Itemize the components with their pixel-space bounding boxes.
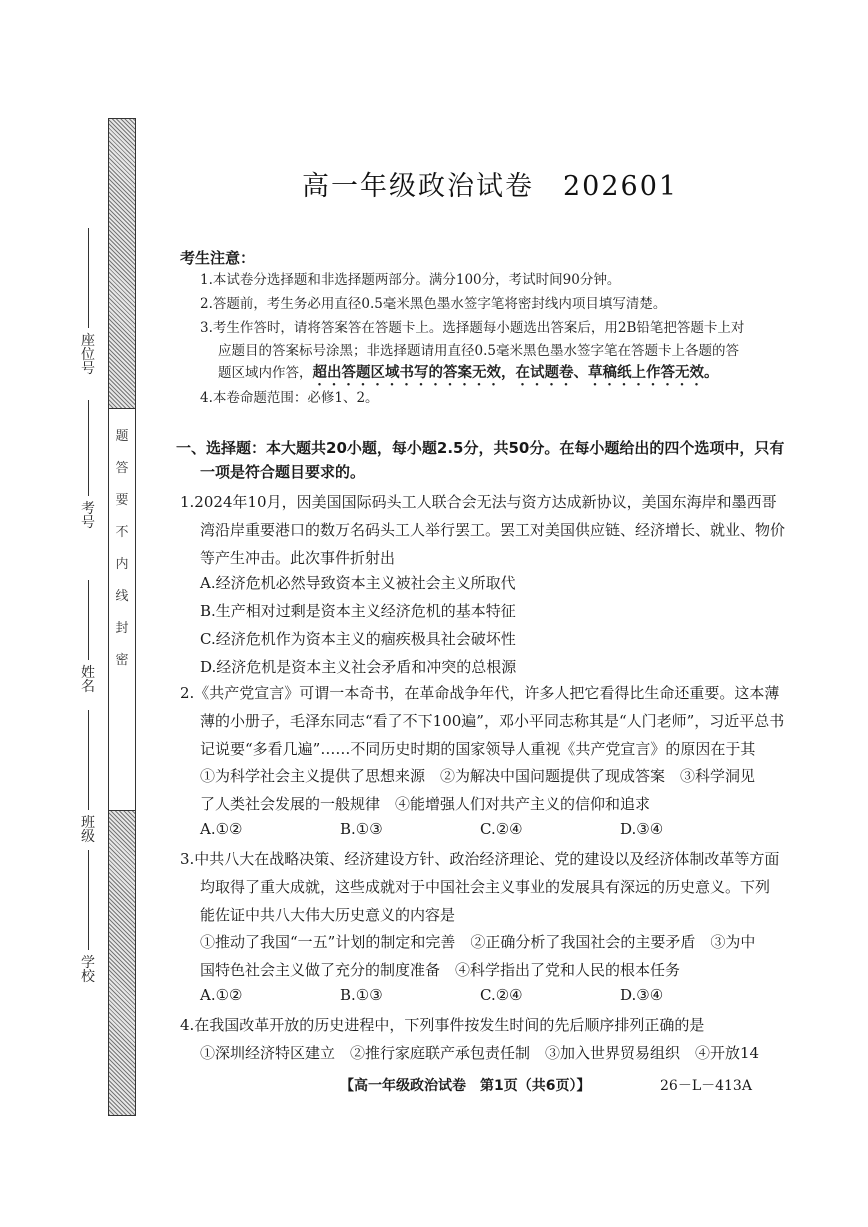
school-field[interactable] bbox=[78, 850, 98, 990]
seat-number-field[interactable] bbox=[78, 228, 98, 382]
q2-option-a[interactable]: A.①② bbox=[200, 820, 243, 838]
seal-char: 答 bbox=[115, 461, 129, 476]
notice-text: 题区域内作答， bbox=[218, 365, 313, 381]
q1-option-a[interactable]: A.经济危机必然导致资本主义被社会主义所取代 bbox=[200, 574, 516, 592]
class-label: 班级 bbox=[81, 815, 95, 845]
q2-option-b[interactable]: B.①③ bbox=[340, 820, 383, 838]
question-2 bbox=[180, 680, 785, 819]
notice-emphasis: 超出答题区域书写的答案无效，在试题卷、草稿纸上作答无效。 bbox=[312, 365, 719, 381]
seal-char: 要 bbox=[115, 493, 129, 508]
binding-hatch-bottom bbox=[108, 810, 136, 1116]
exam-number-line bbox=[88, 400, 89, 496]
q3-option-c[interactable]: C.②④ bbox=[480, 986, 523, 1004]
name-field[interactable] bbox=[78, 580, 98, 700]
notice-item: 4.本卷命题范围：必修1、2。 bbox=[200, 390, 379, 406]
page-footer: 【高一年级政治试卷 第1页（共6页）】 bbox=[340, 1078, 591, 1094]
school-line bbox=[88, 850, 89, 950]
question-line: 等产生冲击。此次事件折射出 bbox=[200, 548, 396, 567]
q2-option-c[interactable]: C.②④ bbox=[480, 820, 523, 838]
name-line bbox=[88, 580, 89, 660]
q3-options bbox=[200, 986, 760, 1004]
question-line: ①推动了我国“一五”计划的制定和完善 ②正确分析了我国社会的主要矛盾 ③为中 bbox=[200, 933, 756, 952]
school-label: 学校 bbox=[81, 955, 95, 985]
seal-char: 密 bbox=[115, 653, 129, 668]
question-line: 记说要“多看几遍”……不同历史时期的国家领导人重视《共产党宣言》的原因在于其 bbox=[200, 739, 756, 758]
question-line: 薄的小册子，毛泽东同志“看了不下100遍”，邓小平同志称其是“人门老师”，习近平总书 bbox=[200, 711, 785, 730]
question-line: ①深圳经济特区建立 ②推行家庭联产承包责任制 ③加入世界贸易组织 ④开放14 bbox=[200, 1043, 760, 1062]
seal-line-text bbox=[113, 430, 131, 686]
seal-char: 不 bbox=[115, 525, 129, 540]
q2-option-d[interactable]: D.③④ bbox=[620, 820, 664, 838]
notice-item: 2.答题前，考生务必用直径0.5毫米黑色墨水签字笔将密封线内项目填写清楚。 bbox=[200, 296, 667, 312]
question-line: 均取得了重大成就，这些成就对于中国社会主义事业的发展具有深远的历史意义。下列 bbox=[200, 877, 771, 896]
question-line: 1.2024年10月，因美国国际码头工人联合会无法与资方达成新协议，美国东海岸和墨西哥 bbox=[180, 493, 777, 511]
q1-option-b[interactable]: B.生产相对过剩是资本主义经济危机的基本特征 bbox=[200, 602, 516, 620]
page-title: 高一年级政治试卷 202601 bbox=[302, 171, 679, 202]
question-4 bbox=[180, 1012, 780, 1068]
notice-item-emphasis-line bbox=[218, 362, 806, 389]
paper-code: 26－L－413A bbox=[660, 1078, 752, 1094]
q3-option-d[interactable]: D.③④ bbox=[620, 986, 664, 1004]
question-1 bbox=[180, 489, 786, 572]
q2-options bbox=[200, 820, 760, 838]
q1-option-c[interactable]: C.经济危机作为资本主义的痼疾极具社会破坏性 bbox=[200, 630, 516, 648]
class-line bbox=[88, 710, 89, 810]
seal-char: 题 bbox=[115, 429, 129, 444]
seal-char: 内 bbox=[115, 557, 129, 572]
exam-number-field[interactable] bbox=[78, 400, 98, 536]
question-line: 了人类社会发展的一般规律 ④能增强人们对共产主义的信仰和追求 bbox=[200, 795, 651, 813]
binding-hatch-top bbox=[108, 118, 136, 410]
question-line: 3.中共八大在战略决策、经济建设方针、政治经济理论、党的建设以及经济体制改革等方面 bbox=[180, 850, 780, 868]
q3-option-b[interactable]: B.①③ bbox=[340, 986, 383, 1004]
seat-number-label: 座位号 bbox=[81, 333, 95, 377]
name-label: 姓名 bbox=[81, 665, 95, 695]
question-line: 国特色社会主义做了充分的制度准备 ④科学指出了党和人民的根本任务 bbox=[200, 961, 681, 979]
class-field[interactable] bbox=[78, 710, 98, 850]
question-line: 2.《共产党宣言》可谓一本奇书，在革命战争年代，许多人把它看得比生命还重要。这本薄 bbox=[180, 684, 780, 702]
question-line: ①为科学社会主义提供了思想来源 ②为解决中国问题提供了现成答案 ③科学洞见 bbox=[200, 767, 756, 786]
q3-option-a[interactable]: A.①② bbox=[200, 986, 243, 1004]
exam-number-label: 考号 bbox=[81, 501, 95, 531]
notice-heading: 考生注意： bbox=[180, 249, 256, 267]
section-heading-line: 一、选择题：本大题共20小题，每小题2.5分，共50分。在每小题给出的四个选项中，只有 bbox=[176, 439, 785, 457]
question-3 bbox=[180, 846, 780, 985]
binding-margin bbox=[0, 0, 140, 1227]
seal-char: 封 bbox=[115, 621, 129, 636]
question-line: 4.在我国改革开放的历史进程中，下列事件按发生时间的先后顺序排列正确的是 bbox=[180, 1016, 705, 1034]
section-heading-line: 一项是符合题目要求的。 bbox=[200, 463, 366, 481]
seat-number-line bbox=[88, 228, 89, 328]
notice-item: 1.本试卷分选择题和非选择题两部分。满分100分，考试时间90分钟。 bbox=[200, 272, 621, 288]
q1-option-d[interactable]: D.经济危机是资本主义社会矛盾和冲突的总根源 bbox=[200, 658, 517, 676]
question-line: 湾沿岸重要港口的数万名码头工人举行罢工。罢工对美国供应链、经济增长、就业、物价 bbox=[200, 520, 786, 539]
question-line: 能佐证中共八大伟大历史意义的内容是 bbox=[200, 905, 456, 924]
notice-item: 3.考生作答时，请将答案答在答题卡上。选择题每小题选出答案后，用2B铅笔把答题卡上对 bbox=[200, 320, 745, 336]
seal-char: 线 bbox=[115, 589, 129, 604]
notice-item: 应题目的答案标号涂黑；非选择题请用直径0.5毫米黑色墨水签字笔在答题卡上各题的答 bbox=[218, 343, 739, 359]
section-heading bbox=[176, 436, 784, 484]
